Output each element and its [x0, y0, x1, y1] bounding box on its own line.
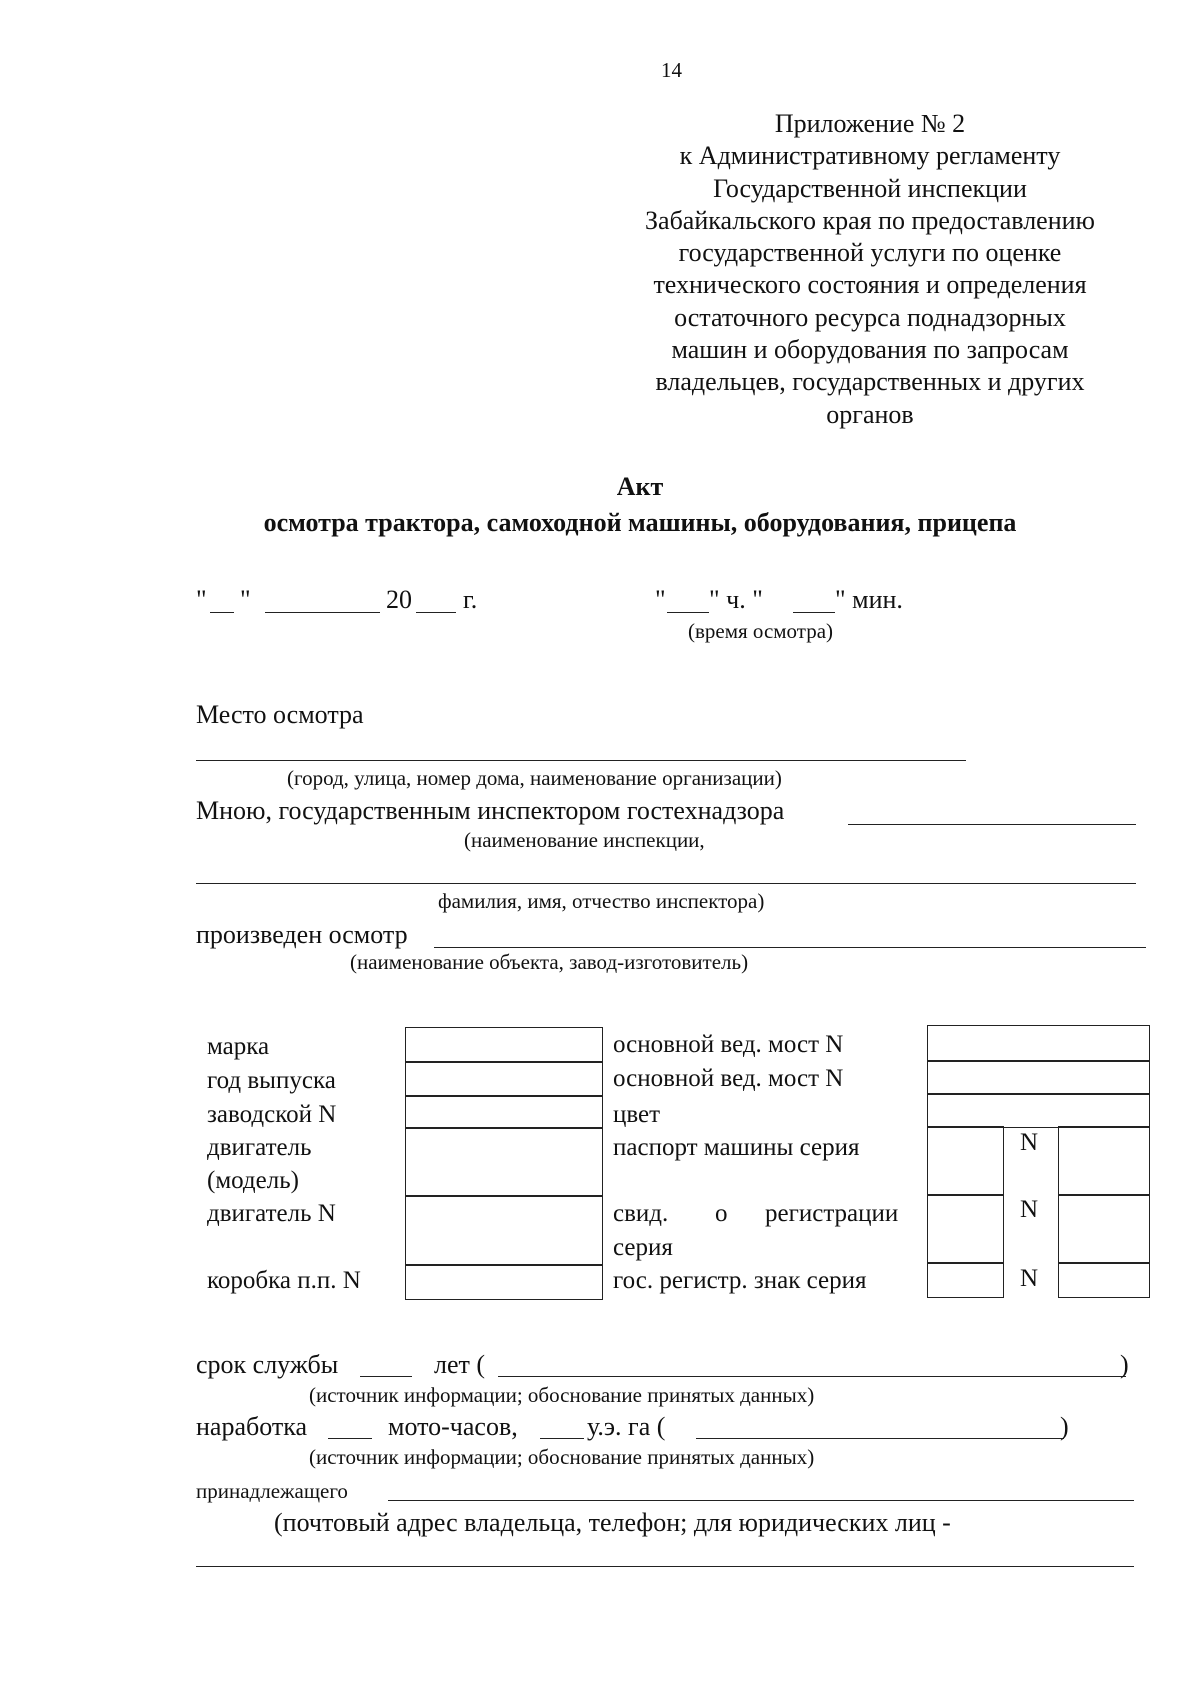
label-registration-series: серия	[613, 1234, 673, 1261]
inspection-label: произведен осмотр	[196, 920, 408, 949]
service-life-caption: (источник информации; обоснование принятых данных)	[309, 1383, 815, 1407]
label-engine-model: (модель)	[207, 1167, 299, 1194]
label-passport-series: паспорт машины серия	[613, 1134, 860, 1161]
runtime-caption: (источник информации; обоснование принятых данных)	[309, 1445, 815, 1469]
place-field[interactable]	[196, 760, 966, 761]
label-drive-axle-1: основной вед. мост N	[613, 1031, 844, 1058]
date-year-field[interactable]	[416, 612, 456, 613]
time-minutes-label: " мин.	[835, 585, 903, 614]
runtime-area-field[interactable]	[540, 1438, 584, 1439]
place-caption: (город, улица, номер дома, наименование организации)	[287, 766, 782, 790]
date-month-field[interactable]	[265, 612, 380, 613]
inspector-label: Мною, государственным инспектором гостехнадзора	[196, 796, 785, 825]
label-serial: заводской N	[207, 1101, 337, 1128]
service-life-years-field[interactable]	[360, 1376, 412, 1377]
label-registration-word-1: свид.	[613, 1200, 669, 1227]
label-year: год выпуска	[207, 1067, 336, 1094]
gearbox-field[interactable]	[405, 1264, 603, 1300]
runtime-source-field[interactable]	[696, 1438, 1064, 1439]
time-caption: (время осмотра)	[688, 619, 834, 643]
passport-number-field[interactable]	[1058, 1126, 1150, 1196]
label-engine: двигатель	[207, 1134, 312, 1161]
owner-field[interactable]	[388, 1500, 1134, 1501]
registration-n-label: N	[1020, 1196, 1039, 1223]
inspector-caption-1: (наименование инспекции,	[464, 828, 705, 852]
date-year-suffix: г.	[463, 585, 478, 614]
passport-n-label: N	[1020, 1129, 1039, 1156]
owner-extra-field[interactable]	[196, 1566, 1134, 1567]
date-day-field[interactable]	[210, 612, 234, 613]
label-color: цвет	[613, 1101, 661, 1128]
drive-axle-2-field[interactable]	[927, 1060, 1150, 1095]
service-life-close: )	[1120, 1350, 1129, 1379]
date-day-open-quote: "	[196, 585, 207, 614]
appendix-line: к Административному регламенту	[679, 141, 1061, 171]
service-life-source-field[interactable]	[498, 1376, 1126, 1377]
time-hours-label: " ч. "	[709, 585, 763, 614]
inspector-name-field[interactable]	[196, 883, 1136, 884]
label-brand: марка	[207, 1033, 270, 1060]
passport-series-field[interactable]	[927, 1126, 1004, 1196]
page-number: 14	[661, 58, 682, 82]
inspection-object-field[interactable]	[434, 947, 1146, 948]
year-field[interactable]	[405, 1061, 603, 1097]
drive-axle-1-field[interactable]	[927, 1025, 1150, 1062]
document-title: Акт	[616, 472, 664, 501]
runtime-hours-field[interactable]	[328, 1438, 372, 1439]
service-life-label: срок службы	[196, 1350, 339, 1379]
plate-number-field[interactable]	[1058, 1262, 1150, 1298]
appendix-block	[620, 108, 1120, 431]
appendix-line: государственной услуги по оценке	[678, 238, 1062, 268]
owner-caption: (почтовый адрес владельца, телефон; для юридических лиц -	[274, 1508, 951, 1537]
label-gearbox: коробка п.п. N	[207, 1267, 361, 1294]
appendix-line: органов	[826, 399, 914, 429]
label-registration-word-2: о	[715, 1200, 728, 1227]
plate-n-label: N	[1020, 1265, 1039, 1292]
inspection-name-field[interactable]	[848, 824, 1136, 825]
inspector-caption-2: фамилия, имя, отчество инспектора)	[438, 889, 765, 913]
engine-model-field[interactable]	[405, 1127, 603, 1197]
service-life-years-label: лет (	[434, 1350, 486, 1379]
place-label: Место осмотра	[196, 700, 364, 729]
serial-field[interactable]	[405, 1095, 603, 1129]
date-day-close-quote: "	[240, 585, 251, 614]
registration-number-field[interactable]	[1058, 1194, 1150, 1264]
runtime-units-label: у.э. га (	[587, 1412, 666, 1441]
time-open-quote: "	[655, 585, 666, 614]
time-hours-field[interactable]	[667, 612, 709, 613]
time-minutes-field[interactable]	[793, 612, 835, 613]
registration-series-field[interactable]	[927, 1194, 1004, 1264]
appendix-line: владельцев, государственных и других	[655, 367, 1085, 397]
appendix-line: технического состояния и определения	[653, 270, 1087, 300]
label-plate-series: гос. регистр. знак серия	[613, 1267, 867, 1294]
owner-label: принадлежащего	[196, 1479, 348, 1503]
appendix-line: Приложение № 2	[774, 109, 966, 138]
engine-number-field[interactable]	[405, 1195, 603, 1266]
label-drive-axle-2: основной вед. мост N	[613, 1065, 844, 1092]
date-year-prefix: 20	[386, 585, 412, 614]
appendix-line: Забайкальского края по предоставлению	[645, 205, 1095, 235]
label-registration-word-3: регистрации	[765, 1200, 899, 1227]
brand-field[interactable]	[405, 1027, 603, 1063]
runtime-label: наработка	[196, 1412, 308, 1441]
appendix-line: Государственной инспекции	[713, 173, 1027, 203]
runtime-close: )	[1060, 1412, 1069, 1441]
label-engine-number: двигатель N	[207, 1200, 336, 1227]
document-subtitle: осмотра трактора, самоходной машины, оборудования, прицепа	[263, 508, 1017, 537]
color-field[interactable]	[927, 1093, 1150, 1128]
runtime-moto-label: мото-часов,	[388, 1412, 518, 1441]
appendix-line: остаточного ресурса поднадзорных	[674, 302, 1066, 332]
appendix-line: машин и оборудования по запросам	[671, 335, 1069, 365]
inspection-caption: (наименование объекта, завод-изготовитель)	[350, 950, 749, 974]
plate-series-field[interactable]	[927, 1262, 1004, 1298]
